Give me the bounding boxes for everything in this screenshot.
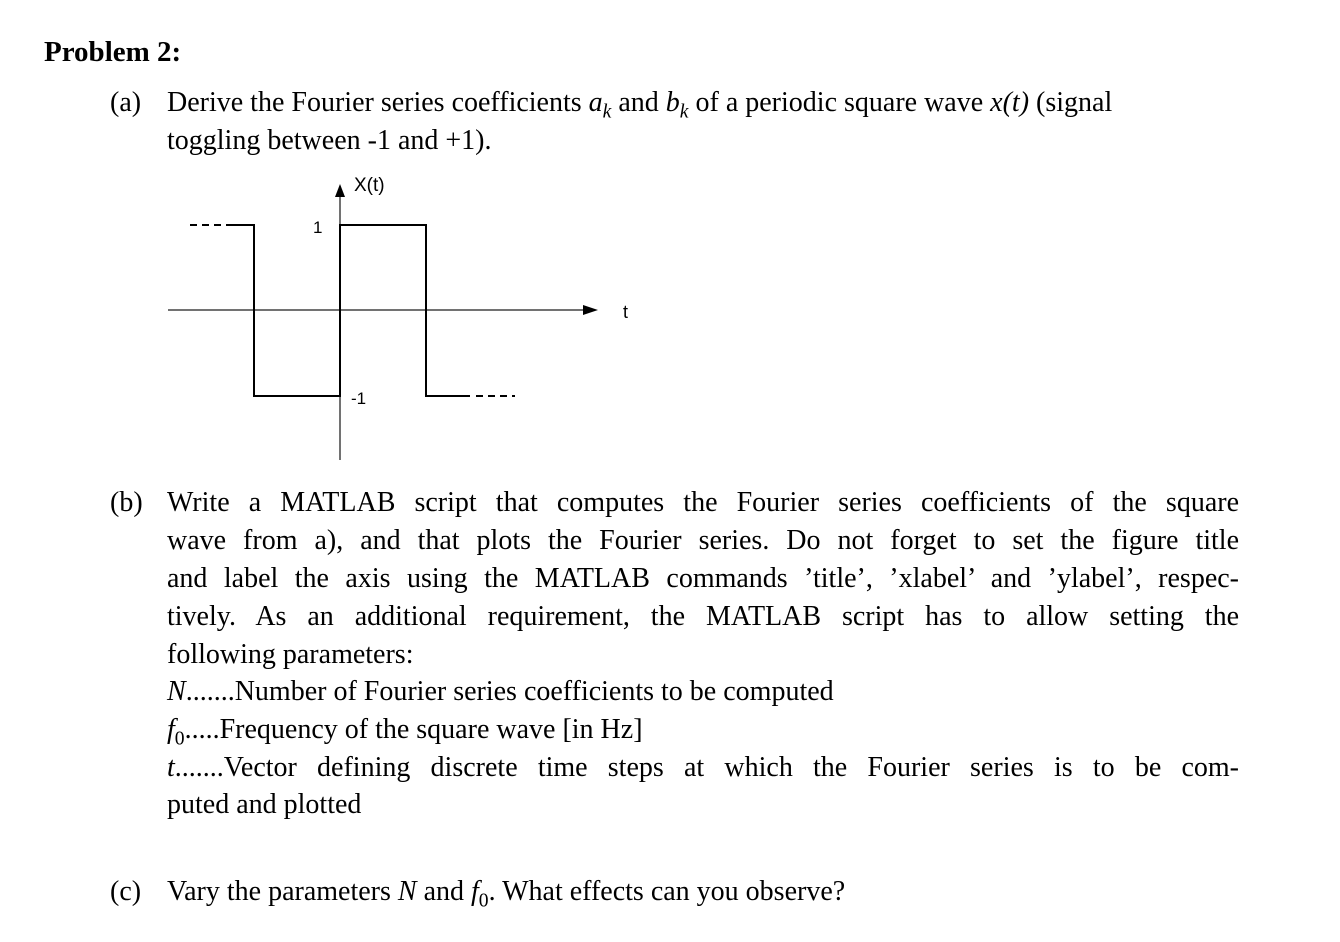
part-a-line-2: toggling between -1 and +1). — [167, 125, 492, 156]
param-n: N.......Number of Fourier series coefficients to be computed — [167, 676, 834, 707]
part-c-n-var: N — [397, 876, 417, 907]
param-t: t.......Vector defining discrete time steps at which the Fourier series is to be com- — [167, 752, 1239, 783]
param-t-continuation: puted and plotted — [167, 789, 362, 820]
low-level-label: -1 — [351, 389, 367, 408]
x-axis-arrow — [583, 305, 598, 315]
signal-var: x(t) — [990, 87, 1030, 118]
coef-b-var: b — [665, 87, 680, 118]
part-b-line-2: wave from a), and that plots the Fourier series. Do not forget to set the figure title — [167, 525, 1239, 556]
part-a-label: (a) — [110, 87, 142, 118]
part-c-label: (c) — [110, 876, 142, 907]
part-b-line-4: tively. As an additional requirement, the MATLAB script has to allow setting the — [167, 601, 1239, 632]
part-b-line-5: following parameters: — [167, 639, 414, 670]
part-a-line-1: Derive the Fourier series coefficients $a_k$ and $b_k$ of a periodic square wave x(t) (signal — [167, 87, 1113, 123]
param-n-var: N — [167, 676, 186, 707]
param-t-var: t — [167, 752, 175, 783]
param-f0-var: f — [167, 714, 175, 745]
part-b-line-1: Write a MATLAB script that computes the Fourier series coefficients of the square — [167, 487, 1239, 518]
part-c-f-var: f — [471, 876, 479, 907]
high-level-label: 1 — [313, 218, 323, 237]
param-f0: $f_0.....Frequency$ of the square wave [in Hz] — [167, 714, 643, 750]
y-axis-label: X(t) — [354, 175, 385, 196]
y-axis-arrow — [335, 184, 345, 197]
part-b-label: (b) — [110, 487, 143, 518]
problem-title: Problem 2: — [44, 36, 182, 68]
coef-a-var: a — [588, 87, 603, 118]
part-c-text: Vary the parameters N and $f_0$. What effects can you observe? — [167, 876, 846, 912]
x-axis-label: t — [623, 302, 629, 322]
part-b-line-3: and label the axis using the MATLAB commands ’title’, ’xlabel’ and ’ylabel’, respec- — [167, 563, 1239, 594]
